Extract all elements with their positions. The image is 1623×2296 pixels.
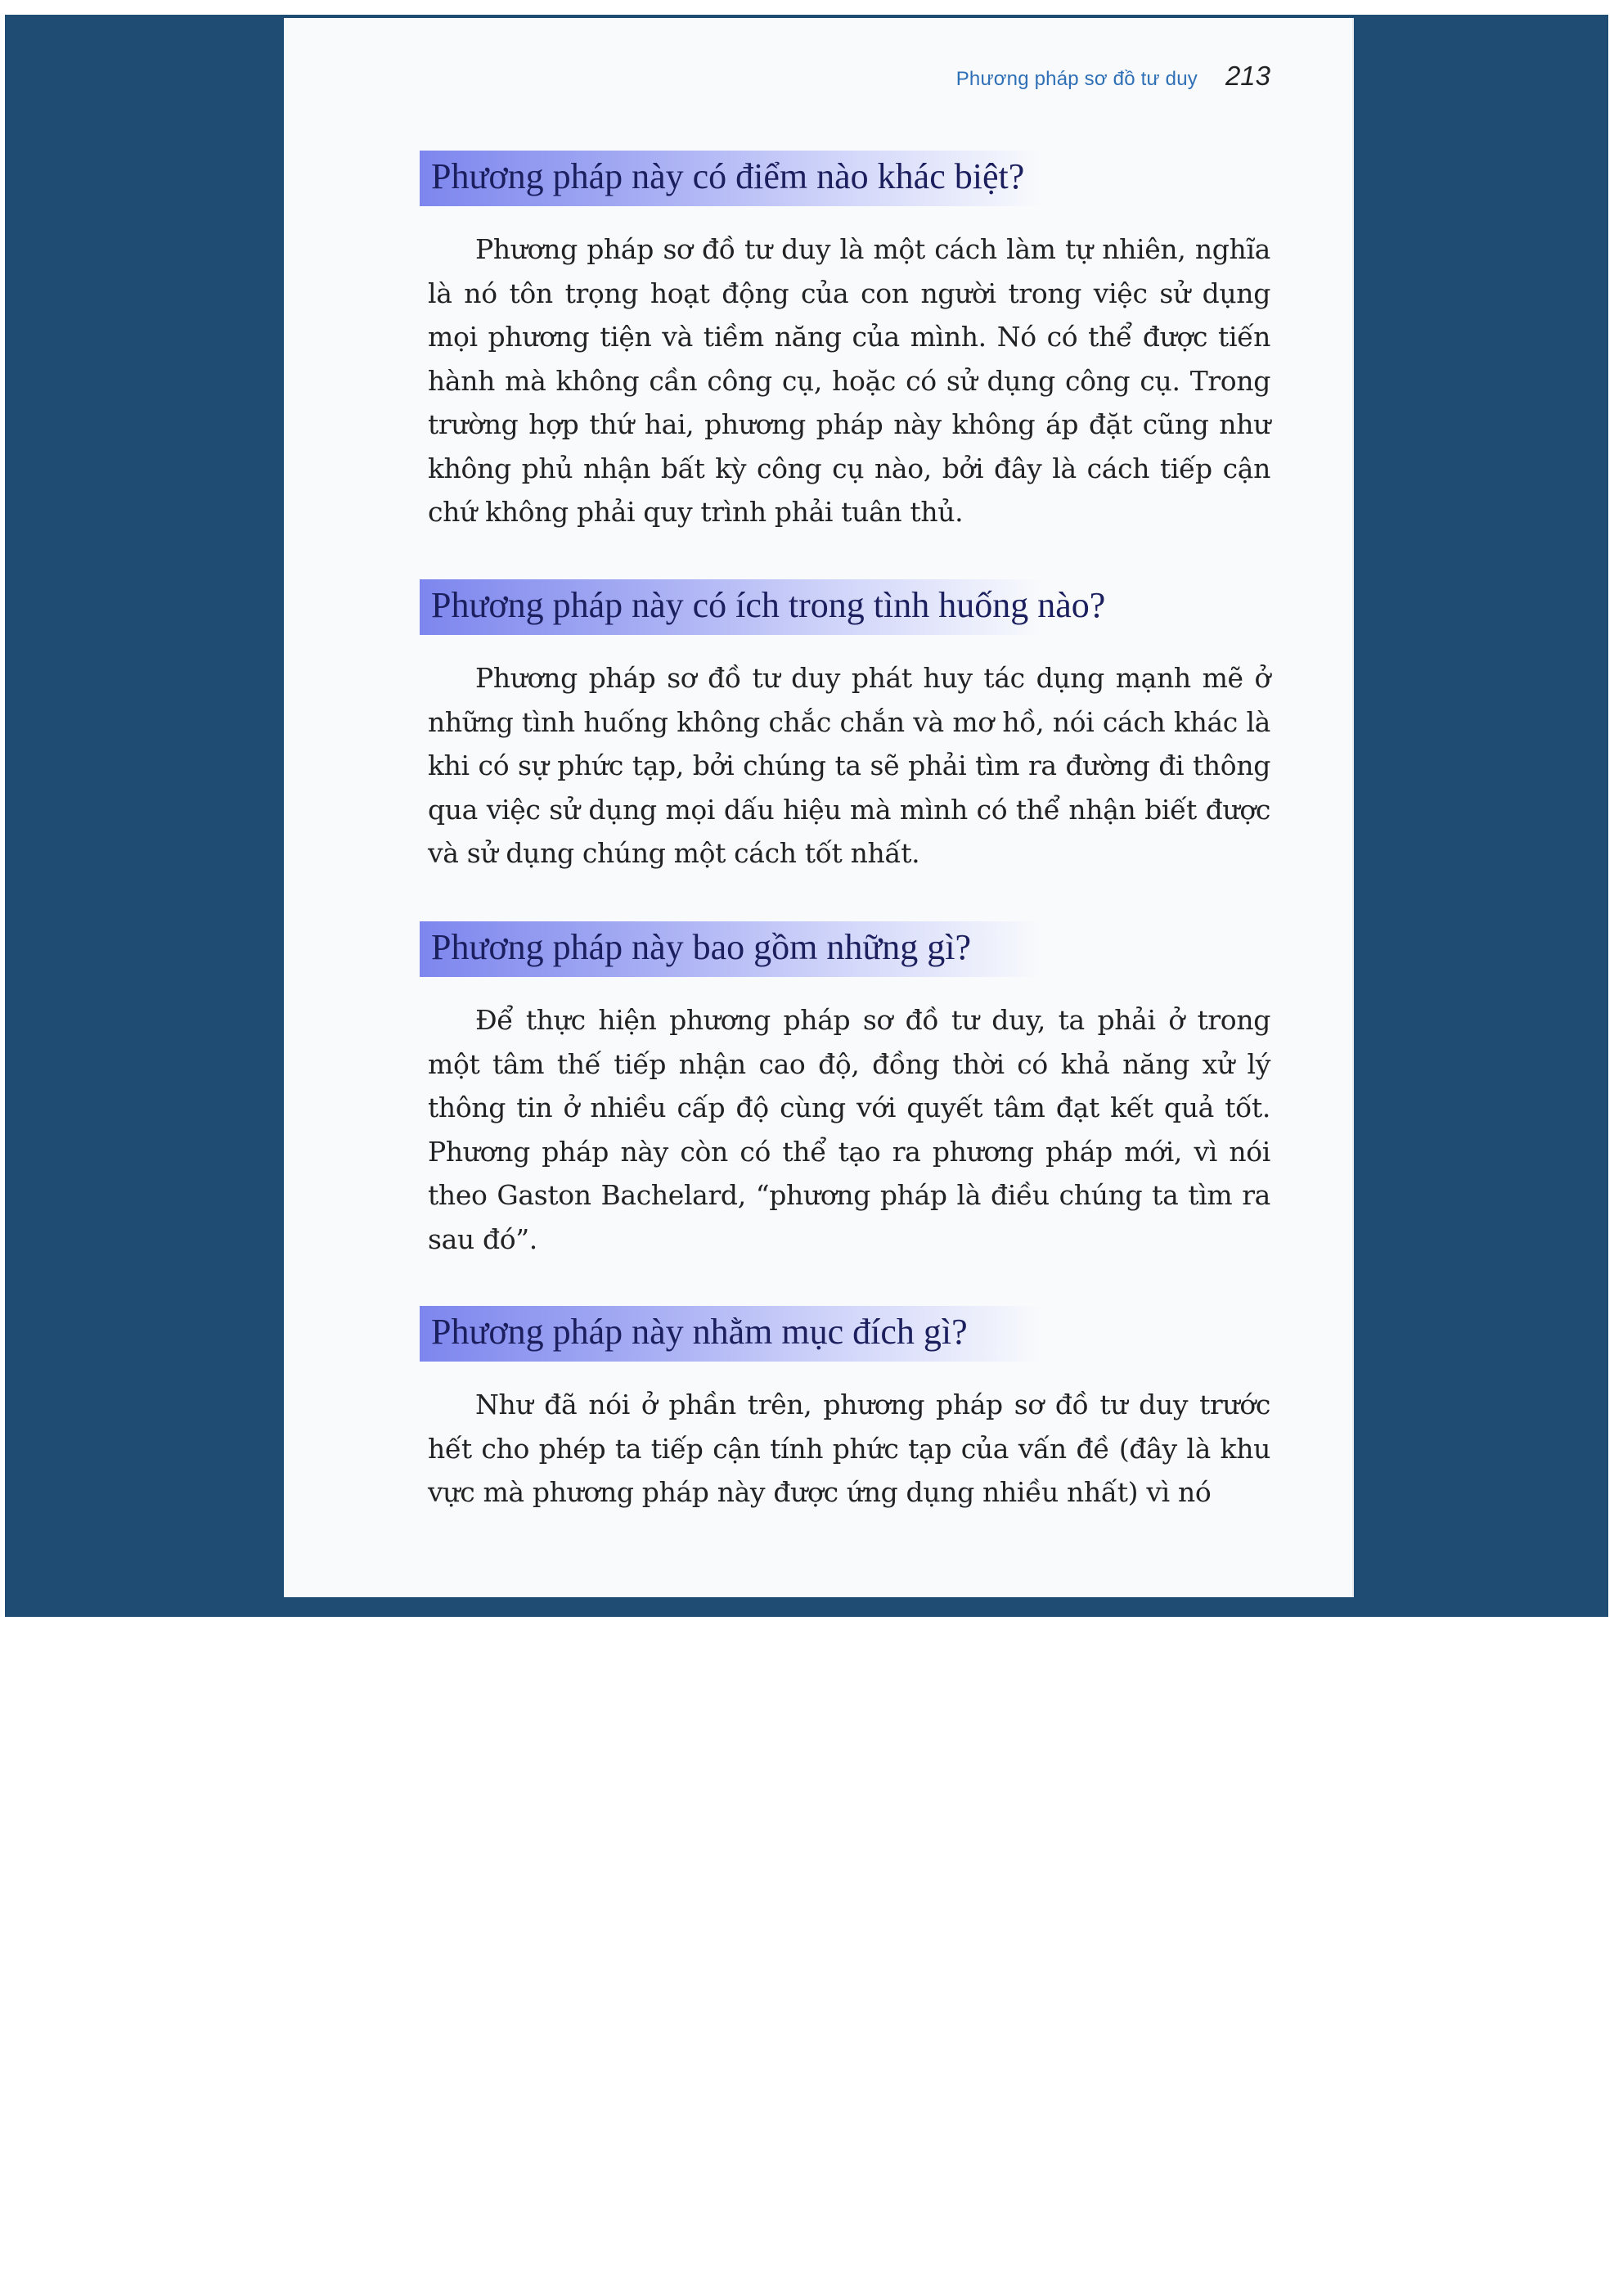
section-purpose [428,1306,1270,1515]
running-title: Phương pháp sơ đồ tư duy [955,68,1198,90]
page-number: 213 [1225,61,1270,91]
section-heading: Phương pháp này có điểm nào khác biệt? [420,151,1041,206]
section-components [428,921,1270,1261]
section-paragraph: Phương pháp sơ đồ tư duy là một cách làm tự nhiên, nghĩa là nó tôn trọng hoạt động của con người trong việc sử dụng mọi phương tiện và tiềm năng của mình. Nó có thể được tiến hành mà không cần công cụ, hoặc có sử dụng công cụ. Trong trường hợp thứ hai, phương pháp này không áp đặt cũng như không phủ nhận bất kỳ công cụ nào, bởi đây là cách tiếp cận chứ không phải quy trình phải tuân thủ. [428,233,1270,528]
section-paragraph: Phương pháp sơ đồ tư duy phát huy tác dụng mạnh mẽ ở những tình huống không chắc chắn và mơ hồ, nói cách khác là khi có sự phức tạp, bởi chúng ta sẽ phải tìm ra đường đi thông qua việc sử dụng mọi dấu hiệu mà mình có thể nhận biết được và sử dụng chúng một cách tốt nhất. [428,662,1270,869]
section-usefulness [428,579,1270,876]
book-page [284,18,1352,1597]
section-difference [428,151,1270,534]
section-paragraph: Để thực hiện phương pháp sơ đồ tư duy, ta phải ở trong một tâm thế tiếp nhận cao độ, đồng thời có khả năng xử lý thông tin ở nhiều cấp độ cùng với quyết tâm đạt kết quả tốt. Phương pháp này còn có thể tạo ra phương pháp mới, vì nói theo Gaston Bachelard, “phương pháp là điều chúng ta tìm ra sau đó”. [428,1004,1270,1255]
running-header [956,61,1270,92]
section-heading: Phương pháp này nhằm mục đích gì? [420,1306,1041,1362]
section-heading: Phương pháp này có ích trong tình huống nào? [420,579,1041,635]
section-paragraph: Như đã nói ở phần trên, phương pháp sơ đồ tư duy trước hết cho phép ta tiếp cận tính phức tạp của vấn đề (đây là khu vực mà phương pháp này được ứng dụng nhiều nhất) vì nó [428,1389,1270,1508]
section-heading: Phương pháp này bao gồm những gì? [420,921,1041,977]
